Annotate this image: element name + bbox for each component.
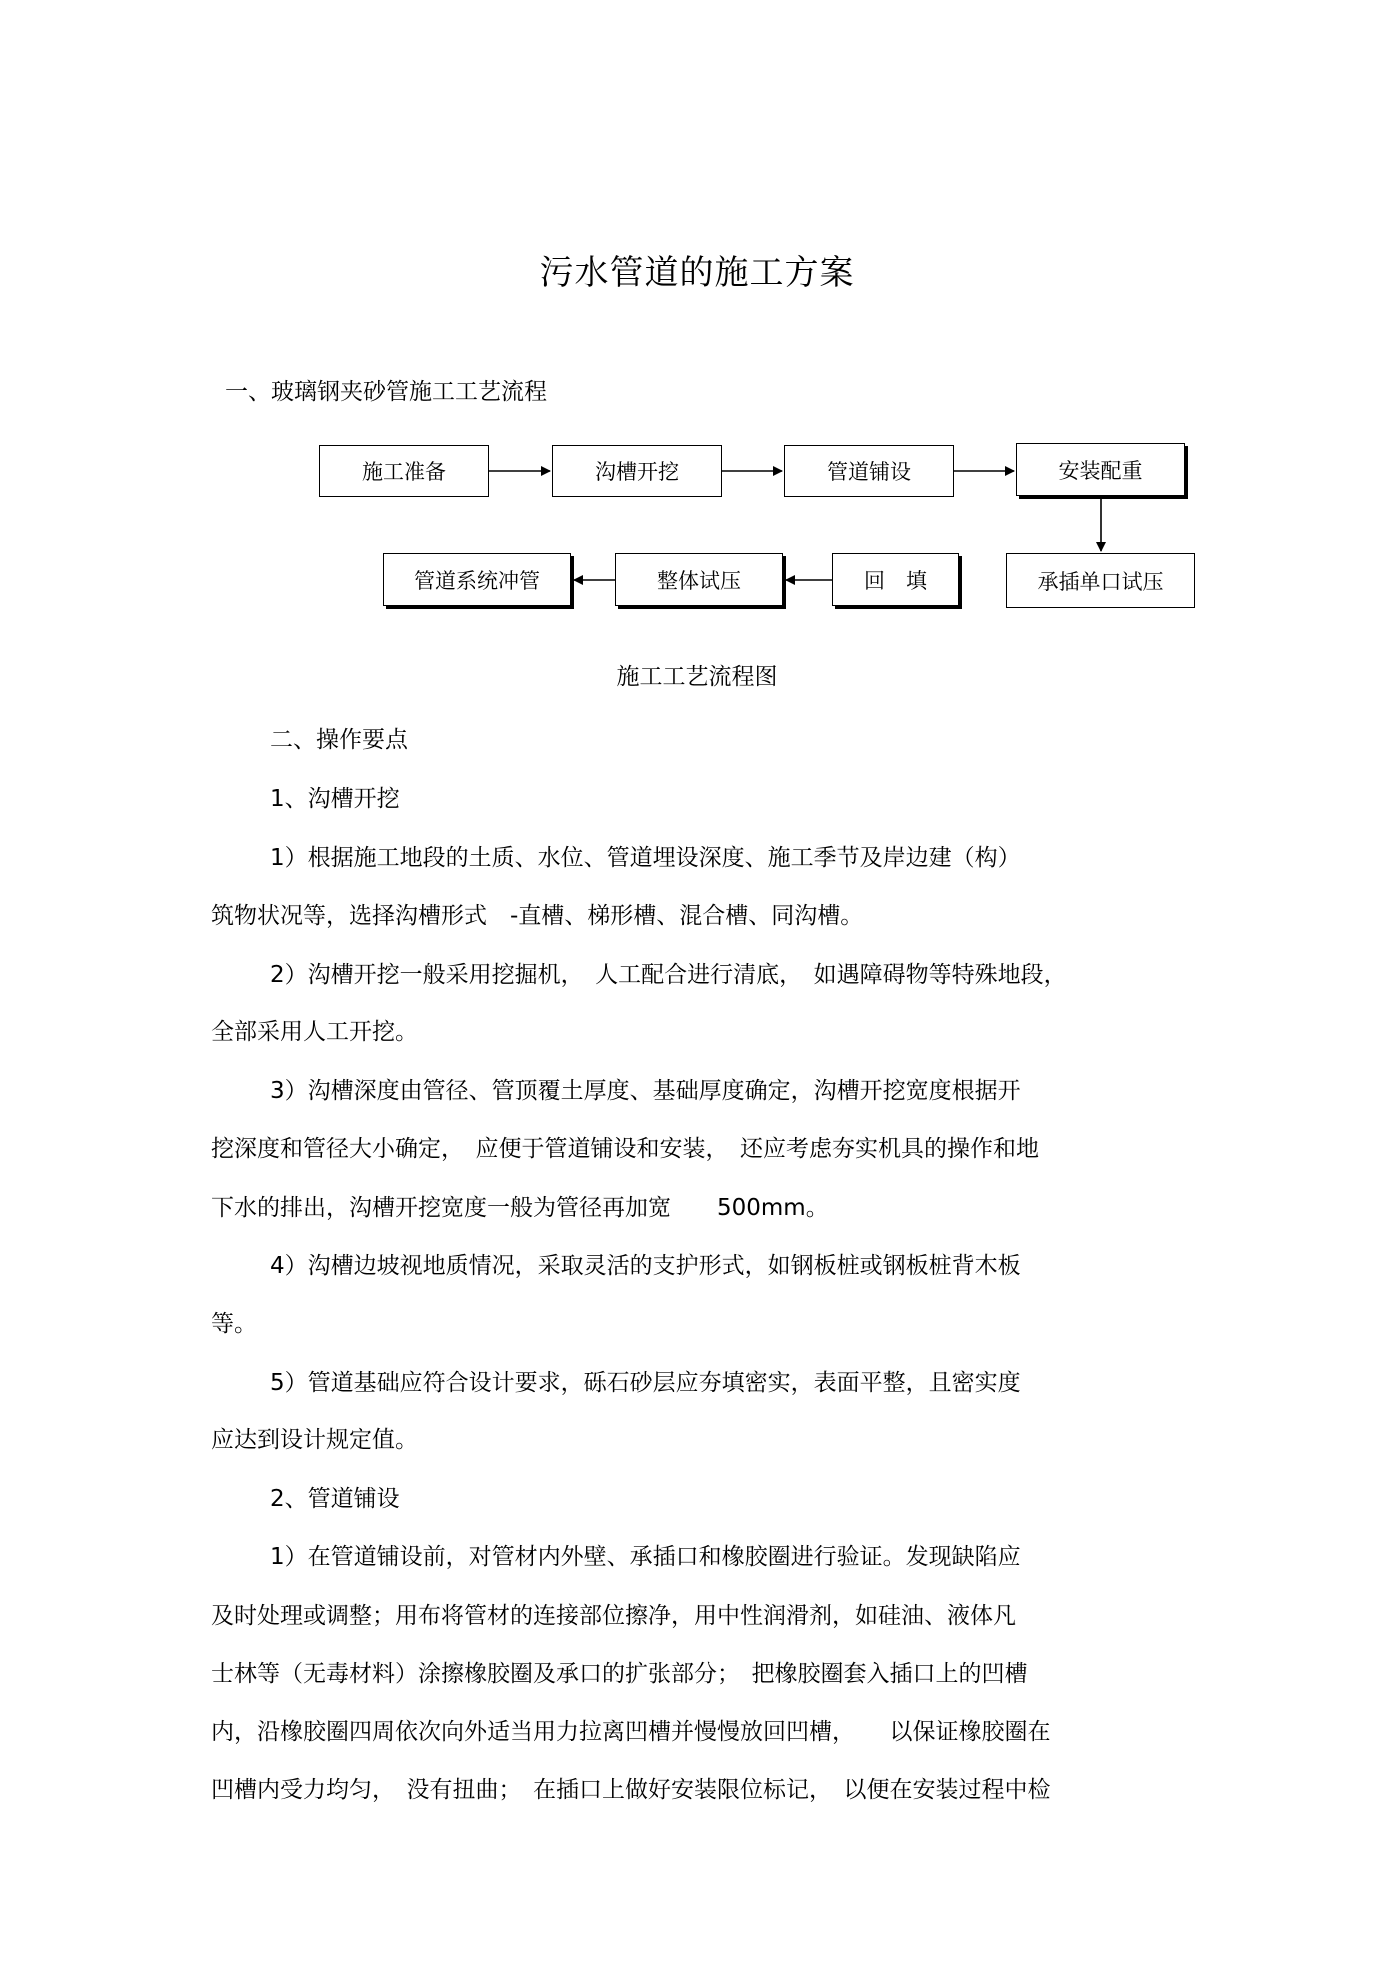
paragraph-line: 等。 bbox=[211, 1311, 257, 1337]
flowchart-caption: 施工工艺流程图 bbox=[616, 664, 778, 690]
flow-step-trench-excavation: 沟槽开挖 bbox=[552, 445, 722, 497]
paragraph-line: 挖深度和管径大小确定， 应便于管道铺设和安装， 还应考虑夯实机具的操作和地 bbox=[211, 1136, 1039, 1162]
subsection-heading-pipe-laying: 2、管道铺设 bbox=[270, 1486, 400, 1512]
section-heading-operation-points: 二、操作要点 bbox=[270, 727, 408, 753]
paragraph-line: 4）沟槽边坡视地质情况，采取灵活的支护形式，如钢板桩或钢板桩背木板 bbox=[270, 1253, 1021, 1279]
flow-step-pipe-laying: 管道铺设 bbox=[784, 445, 954, 497]
paragraph-line: 2）沟槽开挖一般采用挖掘机， 人工配合进行清底， 如遇障碍物等特殊地段， bbox=[270, 962, 1067, 988]
paragraph-line: 士林等（无毒材料）涂擦橡胶圈及承口的扩张部分； 把橡胶圈套入插口上的凹槽 bbox=[211, 1661, 1028, 1687]
paragraph-line: 3）沟槽深度由管径、管顶覆土厚度、基础厚度确定，沟槽开挖宽度根据开 bbox=[270, 1078, 1021, 1104]
flow-arrows bbox=[0, 0, 1394, 700]
paragraph-line: 凹槽内受力均匀， 没有扭曲； 在插口上做好安装限位标记， 以便在安装过程中检 bbox=[211, 1777, 1051, 1803]
page-title: 污水管道的施工方案 bbox=[539, 253, 855, 293]
flow-step-overall-pressure-test: 整体试压 bbox=[615, 553, 783, 606]
paragraph-line: 及时处理或调整；用布将管材的连接部位擦净，用中性润滑剂，如硅油、液体凡 bbox=[211, 1603, 1016, 1629]
paragraph-line: 1）根据施工地段的土质、水位、管道埋设深度、施工季节及岸边建（构） bbox=[270, 845, 1021, 871]
flow-step-backfill: 回 填 bbox=[832, 553, 959, 606]
flow-step-system-flushing: 管道系统冲管 bbox=[383, 553, 571, 606]
paragraph-line: 应达到设计规定值。 bbox=[211, 1427, 418, 1453]
flow-step-preparation: 施工准备 bbox=[319, 445, 489, 497]
flow-step-joint-pressure-test: 承插单口试压 bbox=[1006, 553, 1195, 608]
paragraph-line: 内，沿橡胶圈四周依次向外适当用力拉离凹槽并慢慢放回凹槽， 以保证橡胶圈在 bbox=[211, 1719, 1051, 1745]
paragraph-line: 下水的排出，沟槽开挖宽度一般为管径再加宽 500mm。 bbox=[211, 1195, 829, 1221]
paragraph-line: 1）在管道铺设前，对管材内外壁、承插口和橡胶圈进行验证。发现缺陷应 bbox=[270, 1544, 1021, 1570]
paragraph-line: 5）管道基础应符合设计要求，砾石砂层应夯填密实，表面平整，且密实度 bbox=[270, 1370, 1021, 1396]
flow-step-install-counterweight: 安装配重 bbox=[1016, 443, 1185, 496]
paragraph-line: 筑物状况等，选择沟槽形式 -直槽、梯形槽、混合槽、同沟槽。 bbox=[211, 903, 864, 929]
subsection-heading-trench: 1、沟槽开挖 bbox=[270, 786, 400, 812]
section-heading-process-flow: 一、玻璃钢夹砂管施工工艺流程 bbox=[225, 379, 547, 405]
paragraph-line: 全部采用人工开挖。 bbox=[211, 1019, 418, 1045]
